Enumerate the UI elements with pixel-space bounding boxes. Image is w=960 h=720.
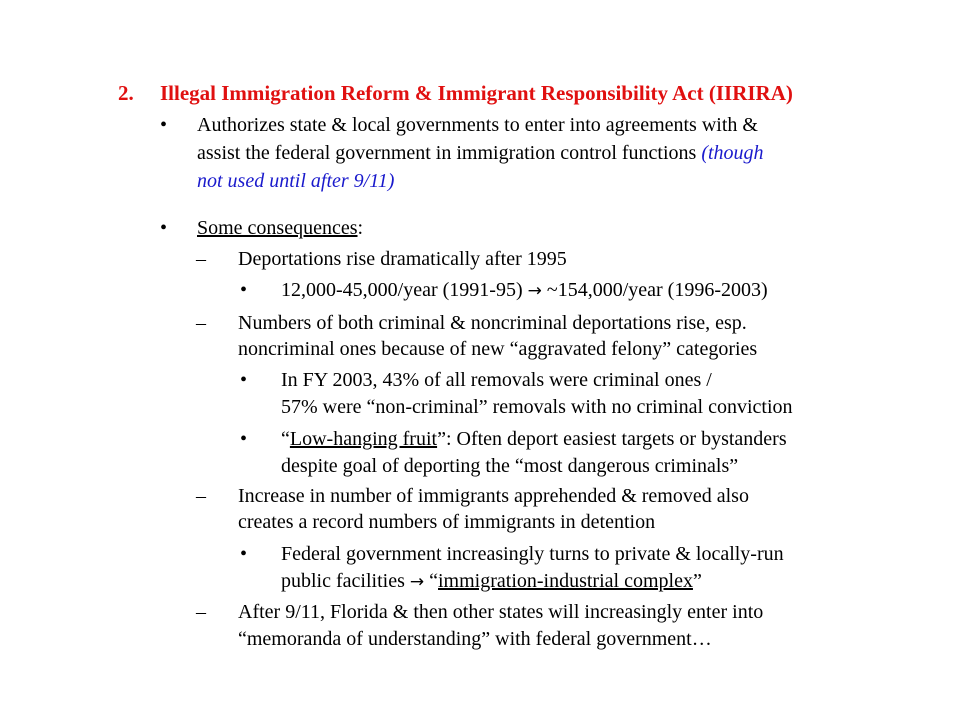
dash-3-line-1: Increase in number of immigrants apprehended & removed also xyxy=(238,485,749,507)
section-title: Illegal Immigration Reform & Immigrant Responsibility Act (IIRIRA) xyxy=(160,81,793,105)
bullet-1-note-start: (though xyxy=(701,142,764,164)
dash-2-line-2: noncriminal ones because of new “aggravated felony” categories xyxy=(238,338,758,360)
bullet-marker: • xyxy=(160,217,168,239)
bullet-marker: • xyxy=(160,114,168,136)
dash-1-sub-1 xyxy=(281,276,768,305)
bullet-1-line-2 xyxy=(197,139,764,167)
dash-1-sub-1-b: ~154,000/year (1996-2003) xyxy=(541,279,768,301)
dash-2-sub-1-line-1: In FY 2003, 43% of all removals were criminal ones / xyxy=(281,369,712,391)
dash-marker: – xyxy=(196,485,206,507)
sub-bullet-marker: • xyxy=(240,543,248,565)
dash-3-sub-1-a: public facilities xyxy=(281,570,410,592)
dash-2-sub-2-line-1 xyxy=(281,425,787,453)
sub-bullet-marker: • xyxy=(240,279,248,301)
low-hanging-fruit-label: Low-hanging fruit xyxy=(289,428,438,450)
dash-2-sub-2-rest: ”: Often deport easiest targets or bystanders xyxy=(437,428,787,450)
dash-marker: – xyxy=(196,312,206,334)
dash-1-sub-1-a: 12,000-45,000/year (1991-95) xyxy=(281,279,528,301)
dash-4-line-1: After 9/11, Florida & then other states will increasingly enter into xyxy=(238,601,764,623)
dash-marker: – xyxy=(196,248,206,270)
dash-2-sub-1-line-2: 57% were “non-criminal” removals with no criminal conviction xyxy=(281,396,793,418)
sub-bullet-marker: • xyxy=(240,428,248,450)
dash-1: Deportations rise dramatically after 1995 xyxy=(238,248,567,270)
dash-2-sub-2-line-2: despite goal of deporting the “most dangerous criminals” xyxy=(281,455,739,477)
immigration-industrial-complex-label: immigration-industrial complex xyxy=(438,570,693,592)
dash-4-line-2: “memoranda of understanding” with federal government… xyxy=(238,628,712,650)
bullet-2-label: Some consequences xyxy=(197,217,358,239)
dash-2-line-1: Numbers of both criminal & noncriminal deportations rise, esp. xyxy=(238,312,747,334)
close-quote: ” xyxy=(692,570,702,592)
sub-bullet-marker: • xyxy=(240,369,248,391)
dash-3-sub-1-line-1: Federal government increasingly turns to private & locally-run xyxy=(281,543,784,565)
arrow-right-icon: → xyxy=(527,281,542,301)
section-number: 2. xyxy=(118,81,134,105)
open-quote: “ xyxy=(281,428,290,450)
bullet-1-line-2-text: assist the federal government in immigration control functions xyxy=(197,142,702,164)
dash-3-line-2: creates a record numbers of immigrants in detention xyxy=(238,511,656,533)
open-quote: “ xyxy=(424,570,438,592)
bullet-2 xyxy=(197,214,363,242)
bullet-1-note-end: not used until after 9/11) xyxy=(197,170,395,192)
dash-3-sub-1-line-2 xyxy=(281,567,702,596)
bullet-1-line-1: Authorizes state & local governments to enter into agreements with & xyxy=(197,114,758,136)
arrow-right-icon: → xyxy=(409,572,425,592)
bullet-2-colon: : xyxy=(357,217,364,239)
dash-marker: – xyxy=(196,601,206,623)
section-heading xyxy=(118,79,793,107)
